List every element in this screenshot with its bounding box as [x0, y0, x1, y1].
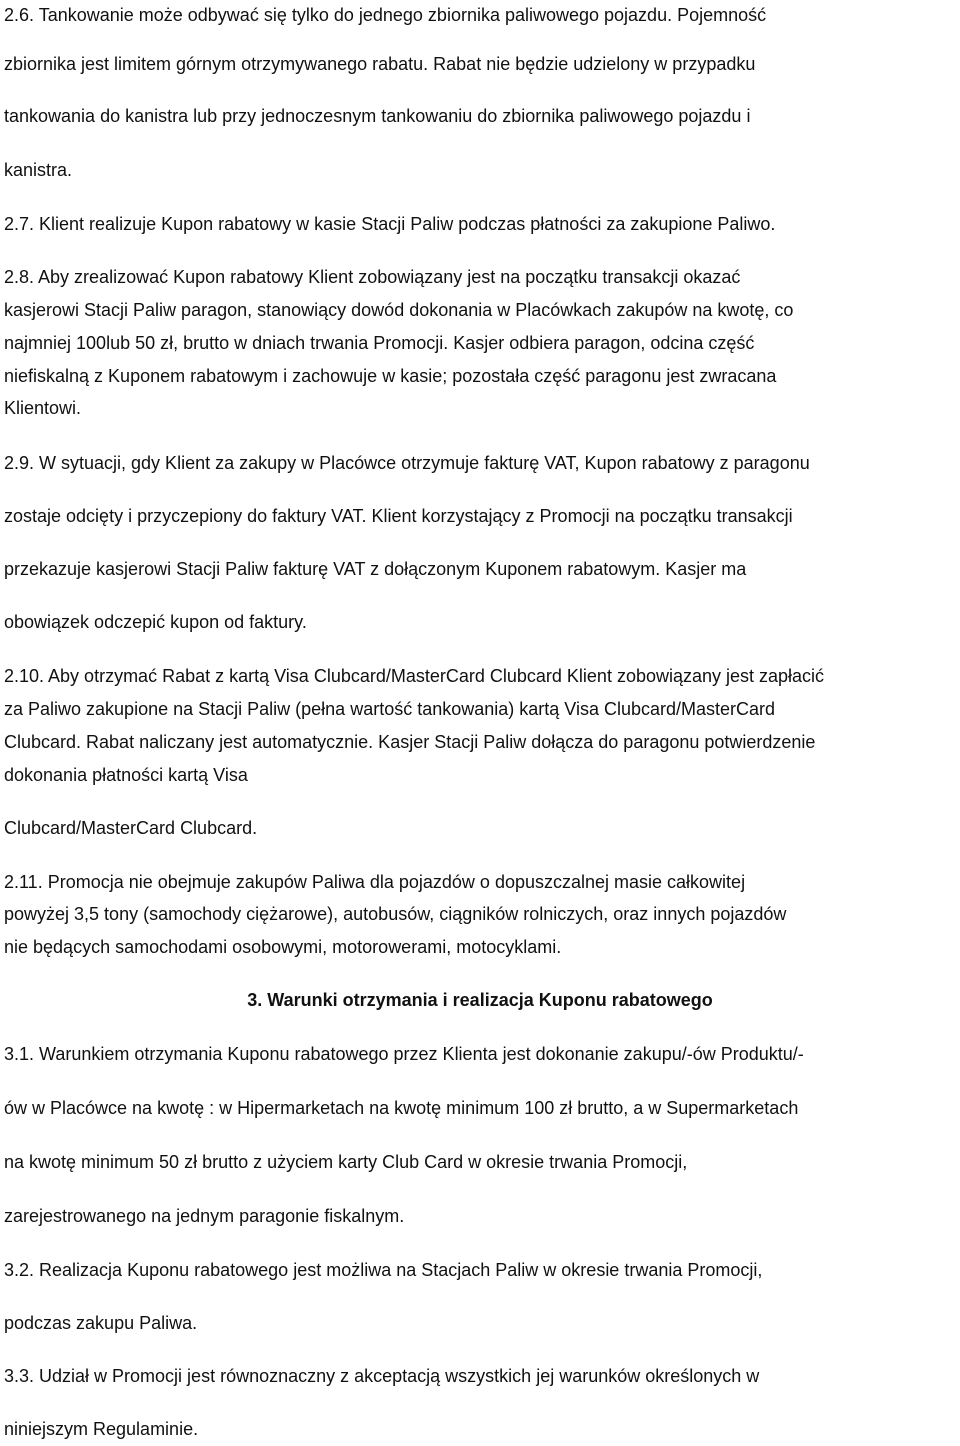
text-line: podczas zakupu Paliwa.: [4, 1313, 198, 1333]
text-line: Clubcard/MasterCard Clubcard.: [4, 818, 258, 838]
text-line: Klientowi.: [4, 398, 82, 418]
text-line: 2.8. Aby zrealizować Kupon rabatowy Klient zobowiązany jest na początku transakcji okazać: [4, 267, 741, 287]
text-line: kanistra.: [4, 160, 73, 180]
text-line: Clubcard. Rabat naliczany jest automatycznie. Kasjer Stacji Paliw dołącza do paragonu potwierdzenie: [4, 732, 816, 752]
text-line: zbiornika jest limitem górnym otrzymywanego rabatu. Rabat nie będzie udzielony w przypadku: [4, 54, 756, 74]
text-line: powyżej 3,5 tony (samochody ciężarowe), autobusów, ciągników rolniczych, oraz innych pojazdów: [4, 904, 787, 924]
text-line: 3.1. Warunkiem otrzymania Kuponu rabatowego przez Klienta jest dokonanie zakupu/-ów Produktu/-: [4, 1044, 804, 1064]
text-line: 2.7. Klient realizuje Kupon rabatowy w kasie Stacji Paliw podczas płatności za zakupione Paliwo.: [4, 214, 776, 234]
text-line: 2.9. W sytuacji, gdy Klient za zakupy w Placówce otrzymuje fakturę VAT, Kupon rabatowy z paragonu: [4, 453, 810, 473]
text-line: niefiskalną z Kuponem rabatowym i zachowuje w kasie; pozostała część paragonu jest zwracana: [4, 366, 777, 386]
text-line: 2.10. Aby otrzymać Rabat z kartą Visa Clubcard/MasterCard Clubcard Klient zobowiązany jest zapłacić: [4, 666, 825, 686]
text-line: na kwotę minimum 50 zł brutto z użyciem karty Club Card w okresie trwania Promocji,: [4, 1152, 688, 1172]
text-line: zarejestrowanego na jednym paragonie fiskalnym.: [4, 1206, 405, 1226]
section-heading: 3. Warunki otrzymania i realizacja Kuponu rabatowego: [247, 990, 713, 1010]
text-line: najmniej 100lub 50 zł, brutto w dniach trwania Promocji. Kasjer odbiera paragon, odcina część: [4, 333, 755, 353]
text-line: 2.11. Promocja nie obejmuje zakupów Paliwa dla pojazdów o dopuszczalnej masie całkowitej: [4, 872, 746, 892]
text-line: przekazuje kasjerowi Stacji Paliw fakturę VAT z dołączonym Kuponem rabatowym. Kasjer ma: [4, 559, 747, 579]
text-line: 3.2. Realizacja Kuponu rabatowego jest możliwa na Stacjach Paliw w okresie trwania Promocji,: [4, 1260, 763, 1280]
text-line: zostaje odcięty i przyczepiony do faktury VAT. Klient korzystający z Promocji na początku transakcji: [4, 506, 793, 526]
text-line: kasjerowi Stacji Paliw paragon, stanowiący dowód dokonania w Placówkach zakupów na kwotę, co: [4, 300, 794, 320]
text-line: tankowania do kanistra lub przy jednoczesnym tankowaniu do zbiornika paliwowego pojazdu i: [4, 106, 751, 126]
text-line: za Paliwo zakupione na Stacji Paliw (pełna wartość tankowania) kartą Visa Clubcard/MasterCard: [4, 699, 776, 719]
text-line: obowiązek odczepić kupon od faktury.: [4, 612, 307, 632]
text-line: niniejszym Regulaminie.: [4, 1419, 199, 1439]
text-line: nie będących samochodami osobowymi, motorowerami, motocyklami.: [4, 937, 562, 957]
text-line: 3.3. Udział w Promocji jest równoznaczny z akceptacją wszystkich jej warunków określonych w: [4, 1366, 760, 1386]
text-line: 2.6. Tankowanie może odbywać się tylko do jednego zbiornika paliwowego pojazdu. Pojemność: [4, 5, 767, 25]
text-line: dokonania płatności kartą Visa: [4, 765, 248, 785]
text-line: ów w Placówce na kwotę : w Hipermarketach na kwotę minimum 100 zł brutto, a w Supermarketach: [4, 1098, 799, 1118]
